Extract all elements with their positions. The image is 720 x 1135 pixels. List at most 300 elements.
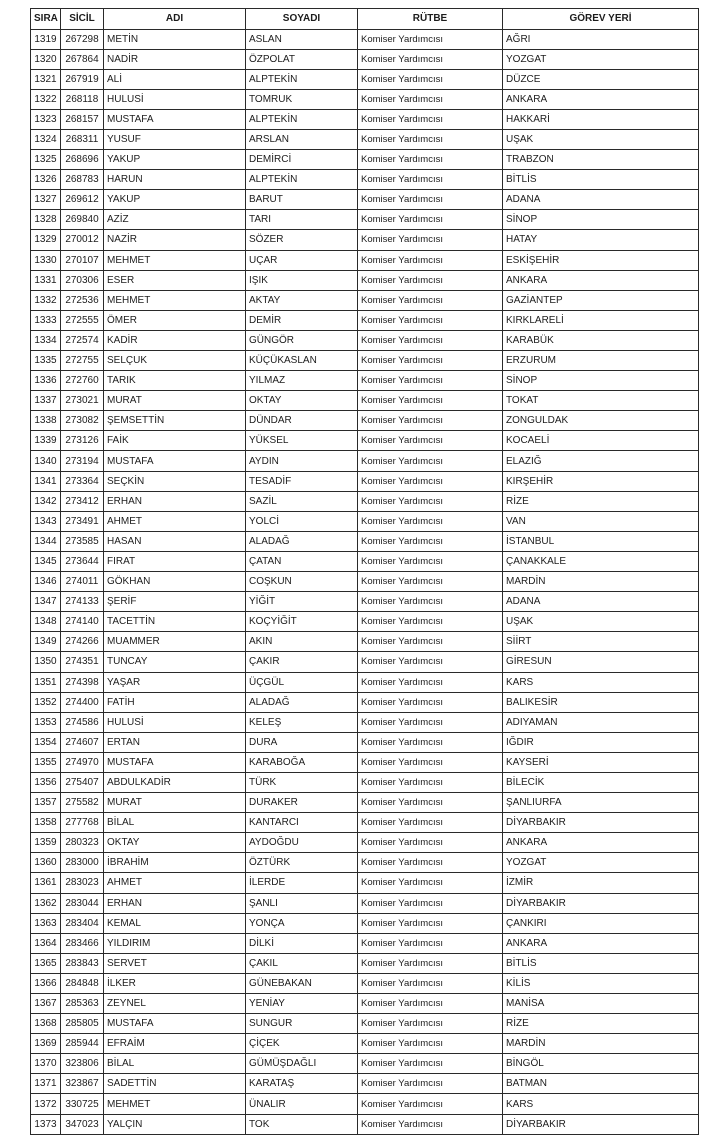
cell-adi: ERTAN	[104, 732, 246, 752]
table-row	[31, 793, 699, 813]
cell-sicil: 267864	[61, 49, 104, 69]
table-body	[31, 29, 699, 1134]
cell-rutbe: Komiser Yardımcısı	[358, 1034, 503, 1054]
cell-soyadi: GÜMÜŞDAĞLI	[246, 1054, 358, 1074]
cell-sira: 1355	[31, 752, 61, 772]
cell-gorev: ANKARA	[503, 933, 699, 953]
cell-gorev: BALIKESİR	[503, 692, 699, 712]
cell-sira: 1334	[31, 330, 61, 350]
cell-rutbe: Komiser Yardımcısı	[358, 752, 503, 772]
table-row	[31, 290, 699, 310]
cell-adi: NAZİR	[104, 230, 246, 250]
cell-sira: 1369	[31, 1034, 61, 1054]
cell-gorev: KIRKLARELİ	[503, 310, 699, 330]
cell-sira: 1362	[31, 893, 61, 913]
cell-sira: 1338	[31, 411, 61, 431]
cell-sicil: 273126	[61, 431, 104, 451]
cell-adi: KEMAL	[104, 913, 246, 933]
cell-rutbe: Komiser Yardımcısı	[358, 89, 503, 109]
table-row	[31, 49, 699, 69]
cell-soyadi: ÇAKIR	[246, 652, 358, 672]
cell-soyadi: COŞKUN	[246, 572, 358, 592]
cell-gorev: BATMAN	[503, 1074, 699, 1094]
cell-adi: AZİZ	[104, 210, 246, 230]
cell-adi: ŞEMSETTİN	[104, 411, 246, 431]
cell-soyadi: ÇİÇEK	[246, 1034, 358, 1054]
cell-sicil: 272755	[61, 351, 104, 371]
cell-soyadi: OKTAY	[246, 391, 358, 411]
cell-rutbe: Komiser Yardımcısı	[358, 69, 503, 89]
cell-gorev: UŞAK	[503, 129, 699, 149]
table-row	[31, 994, 699, 1014]
cell-gorev: MANİSA	[503, 994, 699, 1014]
table-row	[31, 1014, 699, 1034]
cell-adi: AHMET	[104, 873, 246, 893]
cell-gorev: ESKİŞEHİR	[503, 250, 699, 270]
cell-sira: 1330	[31, 250, 61, 270]
cell-soyadi: SUNGUR	[246, 1014, 358, 1034]
cell-adi: YAŞAR	[104, 672, 246, 692]
cell-soyadi: ÜNALIR	[246, 1094, 358, 1114]
cell-gorev: KIRŞEHİR	[503, 471, 699, 491]
table-row	[31, 250, 699, 270]
table-row	[31, 833, 699, 853]
cell-rutbe: Komiser Yardımcısı	[358, 933, 503, 953]
cell-rutbe: Komiser Yardımcısı	[358, 572, 503, 592]
cell-sicil: 274011	[61, 572, 104, 592]
cell-rutbe: Komiser Yardımcısı	[358, 632, 503, 652]
cell-sira: 1354	[31, 732, 61, 752]
cell-adi: MUSTAFA	[104, 1014, 246, 1034]
cell-sira: 1345	[31, 551, 61, 571]
table-row	[31, 531, 699, 551]
cell-soyadi: GÜNGÖR	[246, 330, 358, 350]
cell-gorev: ŞANLIURFA	[503, 793, 699, 813]
cell-soyadi: AKTAY	[246, 290, 358, 310]
cell-rutbe: Komiser Yardımcısı	[358, 250, 503, 270]
cell-soyadi: ÖZTÜRK	[246, 853, 358, 873]
cell-gorev: AĞRI	[503, 29, 699, 49]
cell-soyadi: SAZİL	[246, 491, 358, 511]
cell-rutbe: Komiser Yardımcısı	[358, 732, 503, 752]
table-row	[31, 732, 699, 752]
cell-sira: 1347	[31, 592, 61, 612]
cell-sira: 1349	[31, 632, 61, 652]
cell-sicil: 268157	[61, 109, 104, 129]
cell-sicil: 273364	[61, 471, 104, 491]
cell-adi: İLKER	[104, 973, 246, 993]
cell-sicil: 273194	[61, 451, 104, 471]
cell-rutbe: Komiser Yardımcısı	[358, 953, 503, 973]
cell-gorev: KARABÜK	[503, 330, 699, 350]
cell-soyadi: DURAKER	[246, 793, 358, 813]
table-row	[31, 692, 699, 712]
cell-adi: HULUSİ	[104, 712, 246, 732]
cell-rutbe: Komiser Yardımcısı	[358, 973, 503, 993]
cell-soyadi: DÜNDAR	[246, 411, 358, 431]
cell-sicil: 347023	[61, 1114, 104, 1134]
cell-soyadi: TÜRK	[246, 772, 358, 792]
cell-gorev: DİYARBAKIR	[503, 813, 699, 833]
table-row	[31, 913, 699, 933]
cell-soyadi: KELEŞ	[246, 712, 358, 732]
cell-sira: 1352	[31, 692, 61, 712]
cell-sicil: 272555	[61, 310, 104, 330]
cell-sicil: 283466	[61, 933, 104, 953]
cell-adi: MEHMET	[104, 290, 246, 310]
cell-soyadi: AYDIN	[246, 451, 358, 471]
cell-adi: ÖMER	[104, 310, 246, 330]
cell-gorev: TRABZON	[503, 150, 699, 170]
table-row	[31, 1054, 699, 1074]
cell-soyadi: DİLKİ	[246, 933, 358, 953]
cell-sicil: 274400	[61, 692, 104, 712]
cell-sira: 1367	[31, 994, 61, 1014]
table-row	[31, 672, 699, 692]
cell-soyadi: ÖZPOLAT	[246, 49, 358, 69]
cell-rutbe: Komiser Yardımcısı	[358, 129, 503, 149]
cell-adi: ABDULKADİR	[104, 772, 246, 792]
table-row	[31, 330, 699, 350]
cell-adi: MURAT	[104, 793, 246, 813]
cell-adi: ERHAN	[104, 491, 246, 511]
cell-rutbe: Komiser Yardımcısı	[358, 592, 503, 612]
cell-adi: YILDIRIM	[104, 933, 246, 953]
cell-rutbe: Komiser Yardımcısı	[358, 109, 503, 129]
cell-sira: 1344	[31, 531, 61, 551]
cell-adi: HARUN	[104, 170, 246, 190]
cell-soyadi: KARABOĞA	[246, 752, 358, 772]
cell-rutbe: Komiser Yardımcısı	[358, 150, 503, 170]
table-row	[31, 351, 699, 371]
cell-gorev: BİTLİS	[503, 953, 699, 973]
cell-sira: 1372	[31, 1094, 61, 1114]
cell-soyadi: IŞIK	[246, 270, 358, 290]
cell-gorev: YOZGAT	[503, 853, 699, 873]
cell-sira: 1331	[31, 270, 61, 290]
cell-gorev: RİZE	[503, 491, 699, 511]
cell-sira: 1357	[31, 793, 61, 813]
cell-sira: 1326	[31, 170, 61, 190]
cell-sicil: 272536	[61, 290, 104, 310]
cell-sira: 1359	[31, 833, 61, 853]
cell-sicil: 284848	[61, 973, 104, 993]
cell-soyadi: KÜÇÜKASLAN	[246, 351, 358, 371]
cell-sicil: 272760	[61, 371, 104, 391]
cell-sira: 1332	[31, 290, 61, 310]
cell-sira: 1327	[31, 190, 61, 210]
cell-sicil: 267298	[61, 29, 104, 49]
cell-soyadi: GÜNEBAKAN	[246, 973, 358, 993]
cell-sicil: 268696	[61, 150, 104, 170]
cell-sira: 1335	[31, 351, 61, 371]
table-row	[31, 933, 699, 953]
cell-sicil: 274266	[61, 632, 104, 652]
table-row	[31, 431, 699, 451]
cell-adi: YUSUF	[104, 129, 246, 149]
header-row	[31, 9, 699, 30]
table-row	[31, 491, 699, 511]
cell-sira: 1319	[31, 29, 61, 49]
cell-rutbe: Komiser Yardımcısı	[358, 411, 503, 431]
header-adi: ADI	[104, 9, 246, 30]
cell-sicil: 285944	[61, 1034, 104, 1054]
cell-sicil: 277768	[61, 813, 104, 833]
cell-sicil: 283843	[61, 953, 104, 973]
cell-sira: 1329	[31, 230, 61, 250]
cell-sicil: 283404	[61, 913, 104, 933]
cell-gorev: İSTANBUL	[503, 531, 699, 551]
cell-sira: 1339	[31, 431, 61, 451]
cell-gorev: BİLECİK	[503, 772, 699, 792]
table-row	[31, 270, 699, 290]
cell-soyadi: BARUT	[246, 190, 358, 210]
table-row	[31, 772, 699, 792]
cell-soyadi: ALPTEKİN	[246, 69, 358, 89]
cell-adi: NADİR	[104, 49, 246, 69]
cell-rutbe: Komiser Yardımcısı	[358, 391, 503, 411]
table-row	[31, 551, 699, 571]
cell-rutbe: Komiser Yardımcısı	[358, 371, 503, 391]
table-row	[31, 451, 699, 471]
cell-gorev: GAZİANTEP	[503, 290, 699, 310]
cell-adi: ESER	[104, 270, 246, 290]
cell-soyadi: DEMİR	[246, 310, 358, 330]
table-row	[31, 129, 699, 149]
cell-soyadi: YOLCİ	[246, 511, 358, 531]
table-row	[31, 973, 699, 993]
cell-adi: EFRAİM	[104, 1034, 246, 1054]
cell-soyadi: ÜÇGÜL	[246, 672, 358, 692]
cell-sira: 1323	[31, 109, 61, 129]
cell-gorev: ÇANAKKALE	[503, 551, 699, 571]
cell-sira: 1365	[31, 953, 61, 973]
cell-sira: 1321	[31, 69, 61, 89]
table-row	[31, 1034, 699, 1054]
cell-adi: YAKUP	[104, 190, 246, 210]
cell-sicil: 270012	[61, 230, 104, 250]
cell-rutbe: Komiser Yardımcısı	[358, 833, 503, 853]
cell-soyadi: KANTARCI	[246, 813, 358, 833]
cell-sicil: 267919	[61, 69, 104, 89]
cell-gorev: ADIYAMAN	[503, 712, 699, 732]
header-sicil: SİCİL	[61, 9, 104, 30]
cell-rutbe: Komiser Yardımcısı	[358, 672, 503, 692]
cell-gorev: HAKKARİ	[503, 109, 699, 129]
cell-sicil: 274133	[61, 592, 104, 612]
cell-gorev: ELAZIĞ	[503, 451, 699, 471]
cell-adi: ERHAN	[104, 893, 246, 913]
cell-gorev: KARS	[503, 672, 699, 692]
cell-adi: TARIK	[104, 371, 246, 391]
cell-rutbe: Komiser Yardımcısı	[358, 813, 503, 833]
cell-adi: SEÇKİN	[104, 471, 246, 491]
cell-sicil: 273644	[61, 551, 104, 571]
cell-adi: MURAT	[104, 391, 246, 411]
cell-soyadi: ALPTEKİN	[246, 109, 358, 129]
table-row	[31, 652, 699, 672]
cell-adi: SERVET	[104, 953, 246, 973]
cell-soyadi: YİĞİT	[246, 592, 358, 612]
cell-sira: 1358	[31, 813, 61, 833]
cell-adi: OKTAY	[104, 833, 246, 853]
cell-gorev: DİYARBAKIR	[503, 1114, 699, 1134]
cell-adi: GÖKHAN	[104, 572, 246, 592]
cell-sicil: 283044	[61, 893, 104, 913]
table-row	[31, 391, 699, 411]
table-row	[31, 310, 699, 330]
cell-sira: 1320	[31, 49, 61, 69]
cell-sicil: 274351	[61, 652, 104, 672]
cell-adi: AHMET	[104, 511, 246, 531]
cell-gorev: SİİRT	[503, 632, 699, 652]
table-row	[31, 69, 699, 89]
cell-rutbe: Komiser Yardımcısı	[358, 893, 503, 913]
cell-gorev: SİNOP	[503, 210, 699, 230]
cell-sicil: 269840	[61, 210, 104, 230]
table-row	[31, 471, 699, 491]
cell-soyadi: ALADAĞ	[246, 531, 358, 551]
table-row	[31, 752, 699, 772]
cell-sira: 1341	[31, 471, 61, 491]
cell-sicil: 285363	[61, 994, 104, 1014]
cell-sira: 1368	[31, 1014, 61, 1034]
cell-soyadi: YENİAY	[246, 994, 358, 1014]
table-row	[31, 592, 699, 612]
cell-adi: MUAMMER	[104, 632, 246, 652]
cell-sicil: 280323	[61, 833, 104, 853]
cell-sicil: 274398	[61, 672, 104, 692]
cell-adi: HULUSİ	[104, 89, 246, 109]
cell-gorev: DÜZCE	[503, 69, 699, 89]
cell-sicil: 272574	[61, 330, 104, 350]
cell-soyadi: SÖZER	[246, 230, 358, 250]
cell-sicil: 270306	[61, 270, 104, 290]
cell-gorev: MARDİN	[503, 572, 699, 592]
cell-soyadi: ÇAKIL	[246, 953, 358, 973]
cell-rutbe: Komiser Yardımcısı	[358, 692, 503, 712]
cell-sira: 1360	[31, 853, 61, 873]
cell-rutbe: Komiser Yardımcısı	[358, 170, 503, 190]
cell-soyadi: YÜKSEL	[246, 431, 358, 451]
cell-rutbe: Komiser Yardımcısı	[358, 1114, 503, 1134]
cell-soyadi: YILMAZ	[246, 371, 358, 391]
cell-soyadi: KOÇYİĞİT	[246, 612, 358, 632]
cell-adi: ALİ	[104, 69, 246, 89]
cell-sicil: 270107	[61, 250, 104, 270]
cell-soyadi: TESADİF	[246, 471, 358, 491]
cell-rutbe: Komiser Yardımcısı	[358, 712, 503, 732]
cell-sira: 1340	[31, 451, 61, 471]
cell-adi: MEHMET	[104, 250, 246, 270]
cell-adi: ZEYNEL	[104, 994, 246, 1014]
cell-rutbe: Komiser Yardımcısı	[358, 793, 503, 813]
cell-rutbe: Komiser Yardımcısı	[358, 290, 503, 310]
cell-gorev: ERZURUM	[503, 351, 699, 371]
cell-gorev: KİLİS	[503, 973, 699, 993]
cell-sicil: 274140	[61, 612, 104, 632]
table-row	[31, 612, 699, 632]
cell-adi: FIRAT	[104, 551, 246, 571]
cell-sicil: 268311	[61, 129, 104, 149]
cell-rutbe: Komiser Yardımcısı	[358, 230, 503, 250]
cell-sira: 1337	[31, 391, 61, 411]
cell-gorev: ADANA	[503, 592, 699, 612]
cell-gorev: VAN	[503, 511, 699, 531]
cell-soyadi: TOK	[246, 1114, 358, 1134]
cell-gorev: BİTLİS	[503, 170, 699, 190]
cell-sira: 1322	[31, 89, 61, 109]
cell-sicil: 323867	[61, 1074, 104, 1094]
cell-rutbe: Komiser Yardımcısı	[358, 1054, 503, 1074]
cell-sicil: 330725	[61, 1094, 104, 1114]
cell-sira: 1363	[31, 913, 61, 933]
cell-gorev: BİNGÖL	[503, 1054, 699, 1074]
cell-gorev: HATAY	[503, 230, 699, 250]
cell-gorev: ANKARA	[503, 833, 699, 853]
cell-soyadi: DURA	[246, 732, 358, 752]
cell-sira: 1364	[31, 933, 61, 953]
cell-soyadi: ARSLAN	[246, 129, 358, 149]
table-row	[31, 1094, 699, 1114]
table-row	[31, 632, 699, 652]
cell-soyadi: ASLAN	[246, 29, 358, 49]
cell-sicil: 268783	[61, 170, 104, 190]
cell-gorev: SİNOP	[503, 371, 699, 391]
cell-sicil: 273021	[61, 391, 104, 411]
cell-gorev: İZMİR	[503, 873, 699, 893]
cell-sira: 1371	[31, 1074, 61, 1094]
cell-rutbe: Komiser Yardımcısı	[358, 551, 503, 571]
cell-rutbe: Komiser Yardımcısı	[358, 853, 503, 873]
cell-adi: BİLAL	[104, 1054, 246, 1074]
cell-soyadi: YONÇA	[246, 913, 358, 933]
table-row	[31, 190, 699, 210]
cell-adi: MUSTAFA	[104, 752, 246, 772]
cell-soyadi: ÇATAN	[246, 551, 358, 571]
table-row	[31, 572, 699, 592]
cell-gorev: MARDİN	[503, 1034, 699, 1054]
table-row	[31, 210, 699, 230]
cell-sira: 1325	[31, 150, 61, 170]
cell-gorev: DİYARBAKIR	[503, 893, 699, 913]
cell-rutbe: Komiser Yardımcısı	[358, 1074, 503, 1094]
table-row	[31, 1114, 699, 1134]
cell-sira: 1328	[31, 210, 61, 230]
cell-sira: 1333	[31, 310, 61, 330]
cell-adi: SELÇUK	[104, 351, 246, 371]
cell-rutbe: Komiser Yardımcısı	[358, 190, 503, 210]
cell-adi: YAKUP	[104, 150, 246, 170]
personnel-table	[30, 8, 699, 1135]
cell-rutbe: Komiser Yardımcısı	[358, 431, 503, 451]
cell-adi: ŞERİF	[104, 592, 246, 612]
cell-sira: 1350	[31, 652, 61, 672]
cell-rutbe: Komiser Yardımcısı	[358, 913, 503, 933]
cell-sicil: 273585	[61, 531, 104, 551]
cell-sira: 1361	[31, 873, 61, 893]
cell-rutbe: Komiser Yardımcısı	[358, 1094, 503, 1114]
cell-adi: BİLAL	[104, 813, 246, 833]
cell-sira: 1343	[31, 511, 61, 531]
cell-gorev: UŞAK	[503, 612, 699, 632]
cell-rutbe: Komiser Yardımcısı	[358, 873, 503, 893]
cell-adi: SADETTİN	[104, 1074, 246, 1094]
cell-sicil: 269612	[61, 190, 104, 210]
cell-rutbe: Komiser Yardımcısı	[358, 29, 503, 49]
cell-sicil: 273491	[61, 511, 104, 531]
cell-gorev: ADANA	[503, 190, 699, 210]
